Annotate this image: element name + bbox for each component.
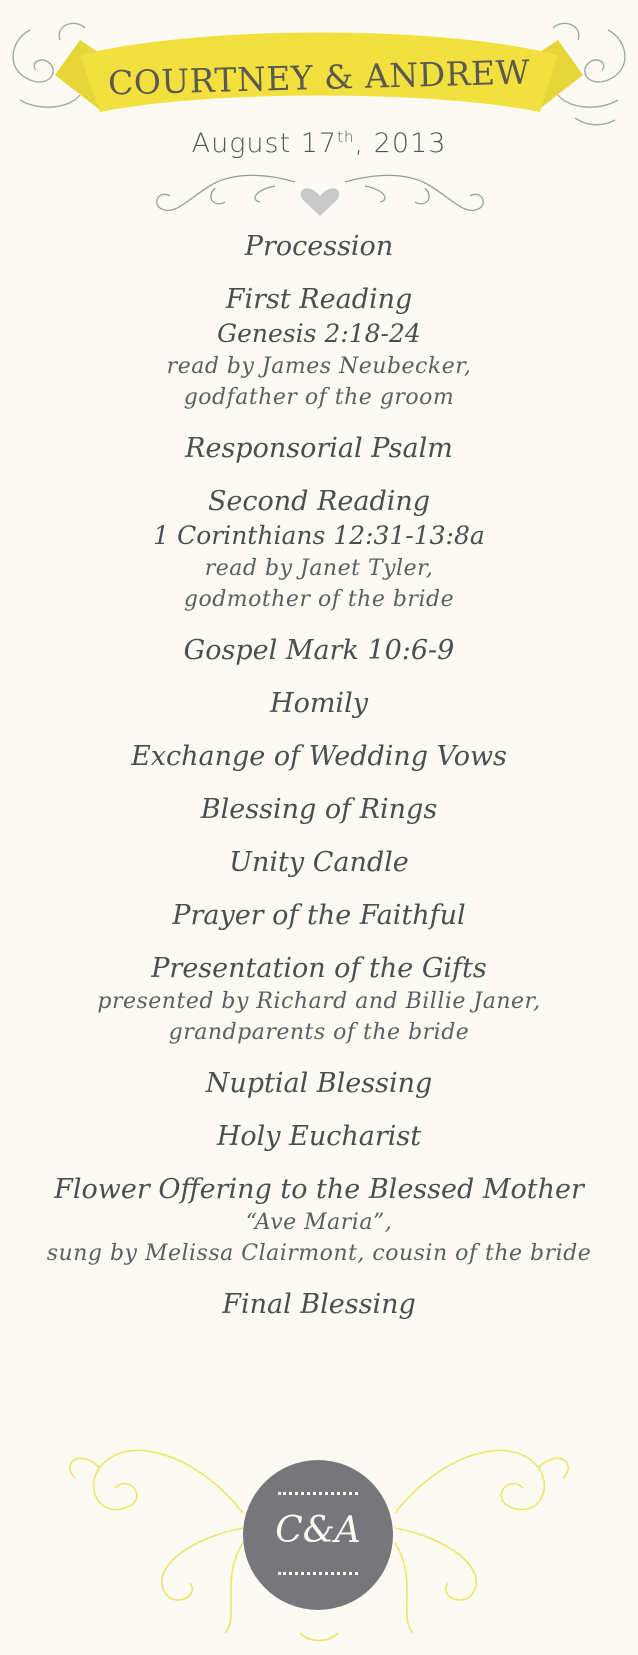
program-item: [0, 1067, 638, 1101]
program-item-title: Flower Offering to the Blessed Mother: [54, 1174, 584, 1205]
program-item-detail: grandparents of the bride: [168, 1020, 470, 1045]
program-item: [0, 740, 638, 774]
program-item-title: Presentation of the Gifts: [151, 953, 487, 984]
names-banner: [0, 0, 638, 130]
program-item-title: Holy Eucharist: [216, 1121, 422, 1152]
date-month-day: August 17: [191, 128, 338, 159]
monogram-initials: C&A: [275, 1510, 361, 1551]
dotted-line-bottom: [278, 1572, 358, 1575]
program-item-title: Responsorial Psalm: [185, 433, 453, 464]
program-item-title: Procession: [244, 231, 394, 262]
date-year: , 2013: [354, 128, 447, 159]
program-item-scripture: 1 Corinthians 12:31-13:8a: [153, 521, 485, 550]
ceremony-program-list: [0, 230, 638, 1341]
program-item: [0, 1120, 638, 1154]
program-item-detail: read by James Neubecker,: [166, 354, 472, 379]
program-item: [0, 687, 638, 721]
monogram-badge: [243, 1460, 393, 1610]
program-item: [0, 952, 638, 1048]
program-item-detail: godmother of the bride: [183, 587, 455, 612]
program-item-detail: “Ave Maria”,: [245, 1210, 393, 1235]
program-item: [0, 283, 638, 413]
program-item-detail: godfather of the groom: [183, 385, 455, 410]
program-item-title: Unity Candle: [229, 847, 409, 878]
program-item-title: Prayer of the Faithful: [172, 900, 466, 931]
program-item: [0, 1173, 638, 1269]
couple-names: COURTNEY & ANDREW: [107, 52, 531, 103]
program-item-title: First Reading: [225, 284, 413, 315]
program-item: [0, 485, 638, 615]
wedding-date: [0, 128, 638, 159]
program-item-title: Exchange of Wedding Vows: [131, 741, 507, 772]
program-item: [0, 634, 638, 668]
program-item-title: Blessing of Rings: [200, 794, 438, 825]
program-item: [0, 230, 638, 264]
program-item-title: Nuptial Blessing: [205, 1068, 433, 1099]
program-item-title: Gospel Mark 10:6-9: [183, 635, 455, 666]
date-ordinal: th: [337, 128, 355, 146]
program-item-detail: presented by Richard and Billie Janer,: [97, 989, 541, 1014]
program-item-title: Final Blessing: [222, 1289, 416, 1320]
program-item-scripture: Genesis 2:18-24: [217, 319, 421, 348]
program-item: [0, 1288, 638, 1322]
program-item: [0, 899, 638, 933]
dotted-line-top: [278, 1492, 358, 1495]
program-item-title: Homily: [270, 688, 368, 719]
program-item-detail: read by Janet Tyler,: [204, 556, 434, 581]
program-item-title: Second Reading: [207, 486, 431, 517]
program-item: [0, 432, 638, 466]
heart-divider-ornament: [155, 168, 485, 228]
program-item: [0, 846, 638, 880]
program-item: [0, 793, 638, 827]
program-item-detail: sung by Melissa Clairmont, cousin of the bride: [46, 1241, 592, 1266]
